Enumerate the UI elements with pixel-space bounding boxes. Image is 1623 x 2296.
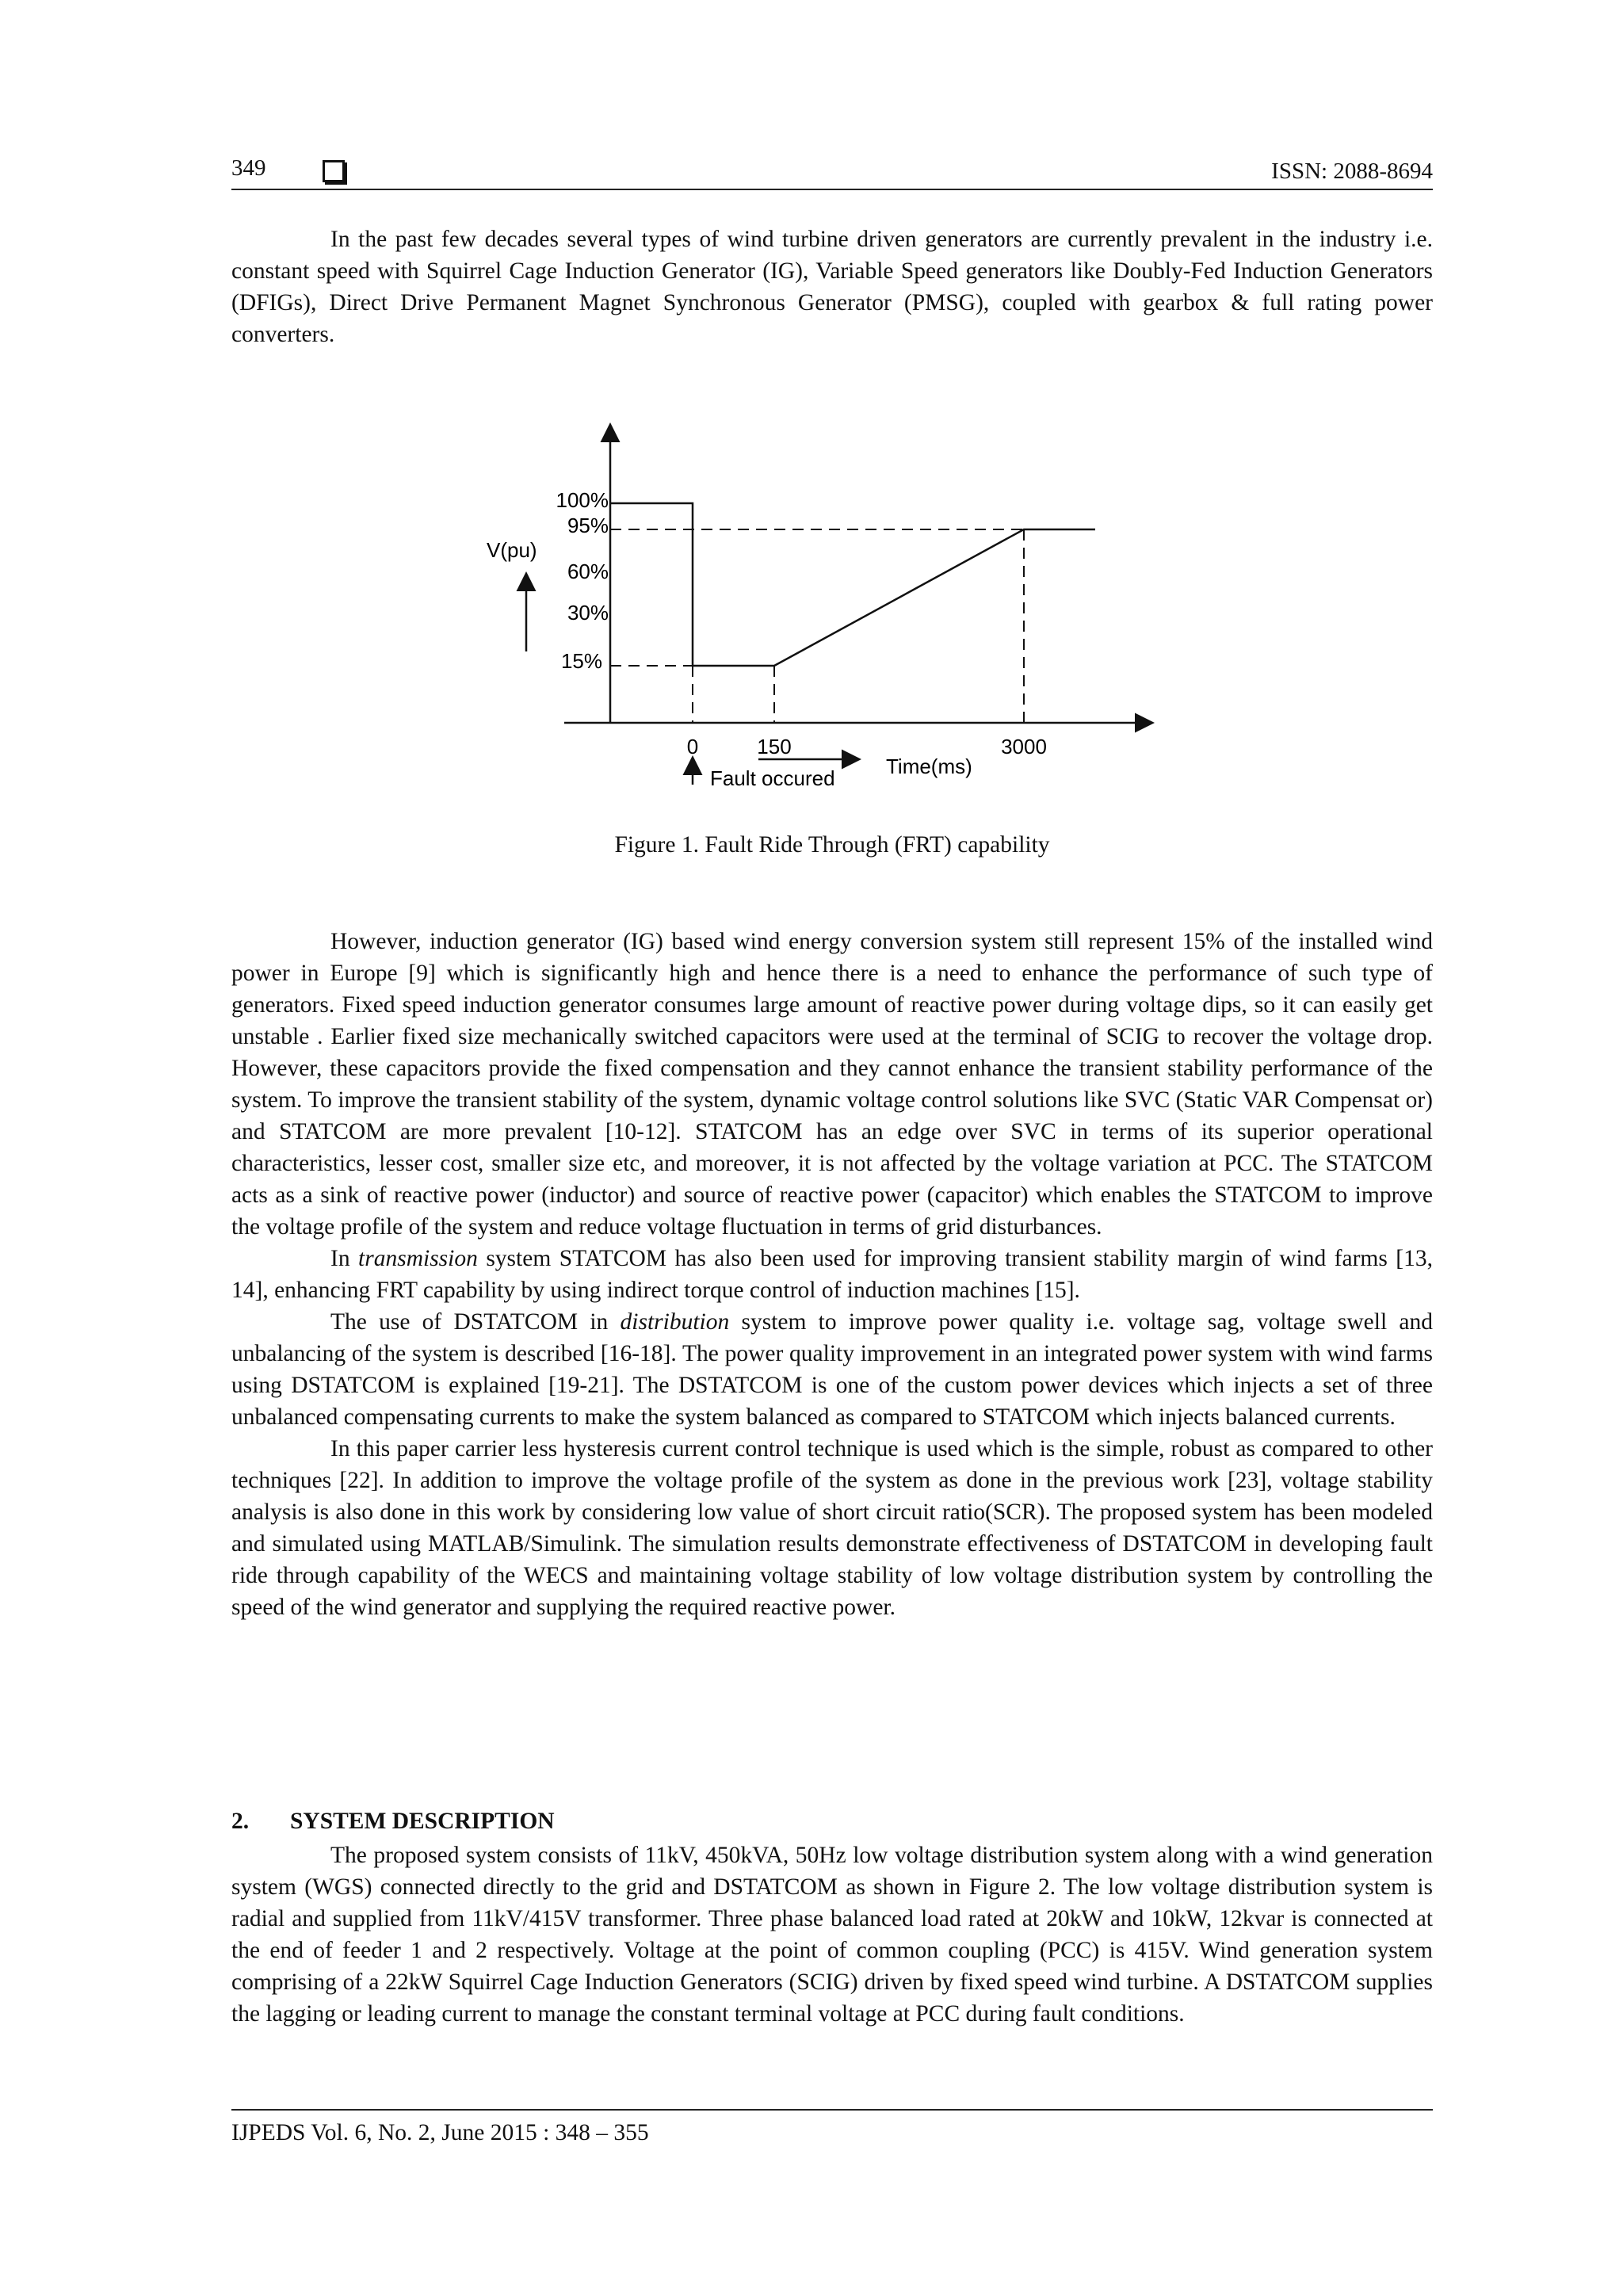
square-bullet-icon — [323, 160, 345, 182]
section-2-text-block — [231, 1839, 1433, 2030]
p2-post: system STATCOM has also been used for improving transient stability margin of wind farms [13, 14], enhancing FRT capability by using indirect torque control of induction machines [15]. — [231, 1246, 1433, 1303]
x-tick-3000: 3000 — [1001, 735, 1047, 759]
y-tick-100: 100% — [556, 488, 609, 512]
p3-post: system to improve power quality i.e. voltage sag, voltage swell and unbalancing of the system is described [16-18]. The power quality improvement in an integrated power system with wind farms using DSTATCOM is explained [19-21]. The DSTATCOM is one of the custom power devices which injects a set of three unbalanced compensating currents to make the system balanced as compared to STATCOM which injects balanced currents. — [231, 1309, 1433, 1430]
section-number: 2. — [231, 1809, 250, 1834]
page-footer — [231, 2109, 1433, 2146]
y-tick-95: 95% — [567, 514, 609, 537]
footer-citation: IJPEDS Vol. 6, No. 2, June 2015 : 348 – 355 — [231, 2120, 649, 2145]
frt-chart — [231, 396, 1433, 824]
y-tick-30: 30% — [567, 601, 609, 625]
body-paragraph-3 — [231, 1306, 1433, 1433]
frt-curve — [610, 503, 1095, 666]
body-paragraph-2 — [231, 1243, 1433, 1306]
intro-text-block — [231, 223, 1433, 350]
x-axis-label: Time(ms) — [886, 755, 972, 778]
intro-paragraph: In the past few decades several types of wind turbine driven generators are currently prevalent in the industry i.e. constant speed with Squirrel Cage Induction Generator (IG), Variable Speed generators like Doubly-Fed Induction Generators (DFIGs), Direct Drive Permanent Magnet Synchronous Generator (PMSG), coupled with gearbox & full rating power converters. — [231, 227, 1433, 347]
issn-label: ISSN: 2088-8694 — [1271, 159, 1433, 184]
figure-caption: Figure 1. Fault Ride Through (FRT) capability — [614, 832, 1050, 858]
body-paragraph-1: However, induction generator (IG) based wind energy conversion system still represent 15% of the installed wind power in Europe [9] which is significantly high and hence there is a need to enhance the performance of such type of generators. Fixed speed induction generator consumes large amount of reactive power during voltage dips, so it can easily get unstable . Earlier fixed size mechanically switched capacitors were used at the terminal of SCIG to recover the voltage drop. However, these capacitors provide the fixed compensation and they cannot enhance the transient stability performance of the system. To improve the transient stability of the system, dynamic voltage control solutions like SVC (Static VAR Compensat or) and STATCOM are more prevalent [10-12]. STATCOM has an edge over SVC in terms of its superior operational characteristics, lesser cost, smaller size etc, and moreover, it is not affected by the voltage variation at PCC. The STATCOM acts as a sink of reactive power (inductor) and source of reactive power (capacitor) which enables the STATCOM to improve the voltage profile of the system and reduce voltage fluctuation in terms of grid disturbances. — [231, 929, 1433, 1240]
body-text-block — [231, 926, 1433, 1623]
y-axis-label: V(pu) — [487, 538, 537, 562]
section-title: SYSTEM DESCRIPTION — [290, 1809, 555, 1834]
x-tick-0: 0 — [686, 735, 699, 759]
p3-pre: The use of DSTATCOM in — [330, 1309, 621, 1335]
section-2-paragraph-1: The proposed system consists of 11kV, 450kVA, 50Hz low voltage distribution system along with a wind generation system (WGS) connected directly to the grid and DSTATCOM as shown in Figure 2. The low voltage distribution system is radial and supplied from 11kV/415V transformer. Three phase balanced load rated at 20kW and 10kW, 12kvar is connected at the end of feeder 1 and 2 respectively. Voltage at the point of common coupling (PCC) is 415V. Wind generation system comprising of a 22kW Squirrel Cage Induction Generators (SCIG) driven by fixed speed wind turbine. A DSTATCOM supplies the lagging or leading current to manage the constant terminal voltage at PCC during fault conditions. — [231, 1843, 1433, 2027]
y-tick-60: 60% — [567, 560, 609, 583]
section-2-heading — [231, 1809, 555, 1835]
x-tick-150: 150 — [757, 735, 792, 759]
body-paragraph-4: In this paper carrier less hysteresis current control technique is used which is the simple, robust as compared to other techniques [22]. In addition to improve the voltage profile of the system as done in the previous work [23], voltage stability analysis is also done in this work by considering low value of short circuit ratio(SCR). The proposed system has been modeled and simulated using MATLAB/Simulink. The simulation results demonstrate effectiveness of DSTATCOM in developing fault ride through capability of the WECS and maintaining voltage stability of low voltage distribution system by controlling the speed of the wind generator and supplying the required reactive power. — [231, 1436, 1433, 1620]
page-header — [231, 147, 1433, 190]
p2-pre: In — [330, 1246, 359, 1271]
figure-1 — [231, 396, 1433, 824]
p3-emphasis: distribution — [620, 1309, 730, 1335]
y-tick-15: 15% — [560, 649, 602, 673]
fault-label: Fault occured — [710, 766, 835, 790]
p2-emphasis: transmission — [358, 1246, 478, 1271]
page-number: 349 — [231, 155, 266, 181]
